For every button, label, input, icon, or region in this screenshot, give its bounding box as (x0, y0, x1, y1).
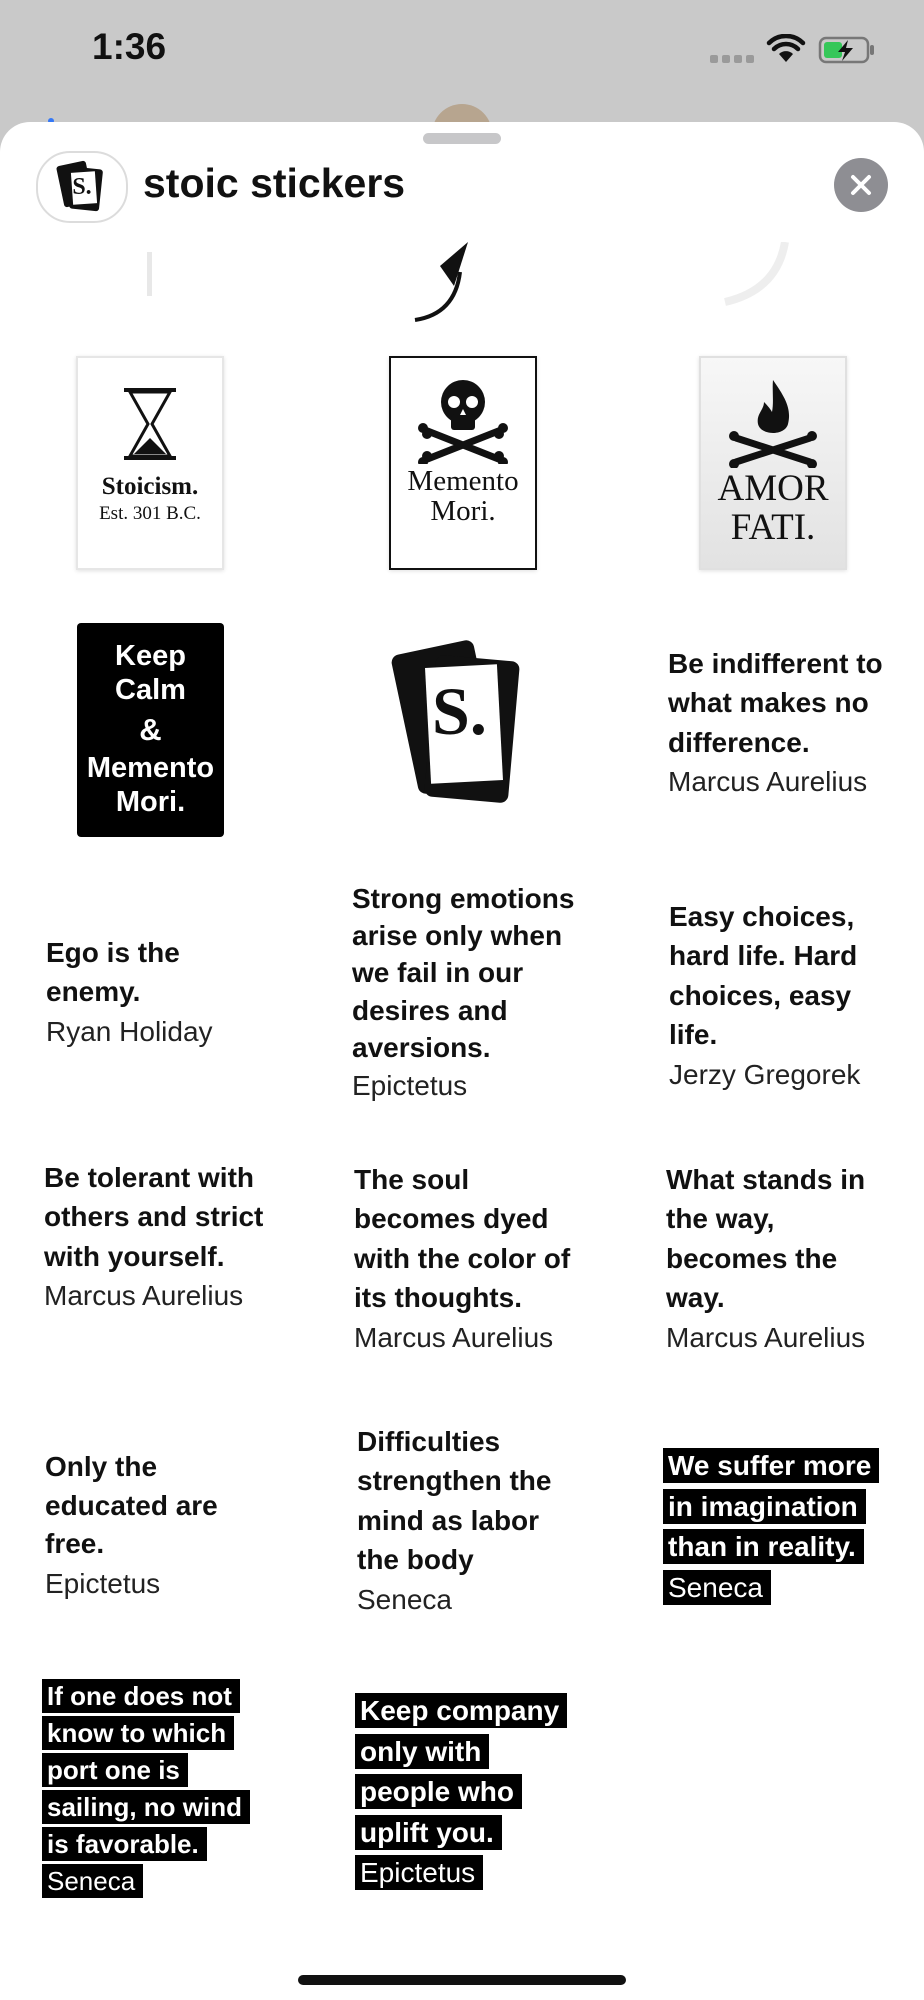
app-icon-letter: S. (72, 173, 92, 200)
quote-sticker[interactable] (357, 1422, 587, 1619)
hourglass-icon (122, 386, 178, 462)
quote-author: Epictetus (352, 1070, 468, 1102)
sticker-sheet (0, 122, 924, 2000)
quote-author: Marcus Aurelius (666, 1321, 866, 1353)
quote-author: Ryan Holiday (46, 1015, 213, 1047)
battery-charging-icon (818, 35, 876, 65)
quote-text: We suffer more in imagination than in reality. (663, 1448, 879, 1564)
campfire-icon (728, 376, 818, 468)
partial-sticker-middle (410, 242, 480, 324)
quote-sticker[interactable] (669, 897, 889, 1094)
keep-calm-line: Memento (86, 752, 215, 785)
sticker-line: Stoicism. (101, 473, 199, 500)
sticker-line: FATI. (730, 506, 816, 548)
quote-sticker[interactable] (46, 933, 226, 1051)
logo-letter: S. (432, 673, 487, 749)
quote-text: Ego is the enemy. (46, 937, 180, 1008)
quote-author: Marcus Aurelius (668, 766, 868, 798)
sticker-amor-fati[interactable] (699, 356, 847, 570)
quote-text: Strong emotions arise only when we fail in our desires and aversions. (352, 883, 575, 1063)
quote-text: Easy choices, hard life. Hard choices, easy life. (669, 901, 858, 1051)
skull-crossbones-icon (415, 376, 511, 464)
quote-text: Difficulties strengthen the mind as labor the body (357, 1426, 552, 1576)
quote-author: Epictetus (45, 1567, 161, 1599)
keep-calm-line: & (139, 711, 162, 747)
quote-sticker[interactable] (45, 1448, 260, 1603)
quote-text: What stands in the way, becomes the way. (666, 1164, 866, 1314)
quote-author: Jerzy Gregorek (669, 1058, 861, 1090)
app-icon (36, 151, 128, 223)
quote-sticker-inverted[interactable] (663, 1446, 891, 1607)
home-indicator[interactable] (298, 1975, 626, 1985)
partial-sticker-left (145, 252, 155, 296)
quote-author: Epictetus (355, 1855, 483, 1890)
partial-sticker-right (715, 242, 795, 312)
keep-calm-line: Calm (115, 673, 186, 706)
quote-sticker[interactable] (352, 880, 588, 1105)
quote-sticker[interactable] (666, 1160, 891, 1357)
quote-author: Seneca (42, 1864, 143, 1898)
sticker-line: Memento (407, 465, 519, 497)
quote-author: Seneca (357, 1583, 452, 1615)
sheet-title: stoic stickers (143, 160, 406, 206)
quote-sticker[interactable] (668, 644, 908, 802)
quote-text: If one does not know to which port one is sailing, no wind is favorable. (42, 1679, 250, 1861)
cellular-dots-icon (710, 55, 754, 63)
quote-text: Be indifferent to what makes no difference. (668, 648, 883, 758)
quote-author: Seneca (663, 1570, 771, 1605)
wifi-icon (766, 34, 806, 64)
sticker-logo[interactable] (386, 632, 536, 818)
close-button[interactable] (834, 158, 888, 212)
quote-sticker[interactable] (44, 1158, 269, 1316)
sticker-line: Mori. (430, 495, 496, 528)
keep-calm-line: Mori. (115, 786, 186, 819)
quote-text: Be tolerant with others and strict with yourself. (44, 1162, 264, 1272)
quote-sticker[interactable] (354, 1160, 584, 1357)
sticker-line: AMOR (717, 468, 829, 509)
partial-sticker-row (0, 242, 924, 342)
sticker-line: Est. 301 B.C. (99, 503, 201, 525)
quote-text: Keep company only with people who uplift you. (355, 1693, 567, 1850)
keep-calm-line: Keep (115, 640, 186, 673)
close-icon (849, 173, 873, 197)
quote-text: The soul becomes dyed with the color of its thoughts. (354, 1164, 571, 1314)
sticker-memento-mori[interactable] (389, 356, 537, 570)
sticker-keep-calm[interactable] (77, 623, 224, 837)
sheet-grabber[interactable] (423, 133, 501, 144)
sticker-stoicism[interactable] (76, 356, 224, 570)
quote-author: Marcus Aurelius (44, 1280, 244, 1312)
quote-text: Only the educated are free. (45, 1451, 218, 1560)
status-time: 1:36 (92, 26, 167, 67)
quote-author: Marcus Aurelius (354, 1321, 554, 1353)
quote-sticker-inverted[interactable] (355, 1691, 573, 1893)
status-bar (0, 0, 924, 118)
quote-sticker-inverted[interactable] (42, 1678, 257, 1899)
